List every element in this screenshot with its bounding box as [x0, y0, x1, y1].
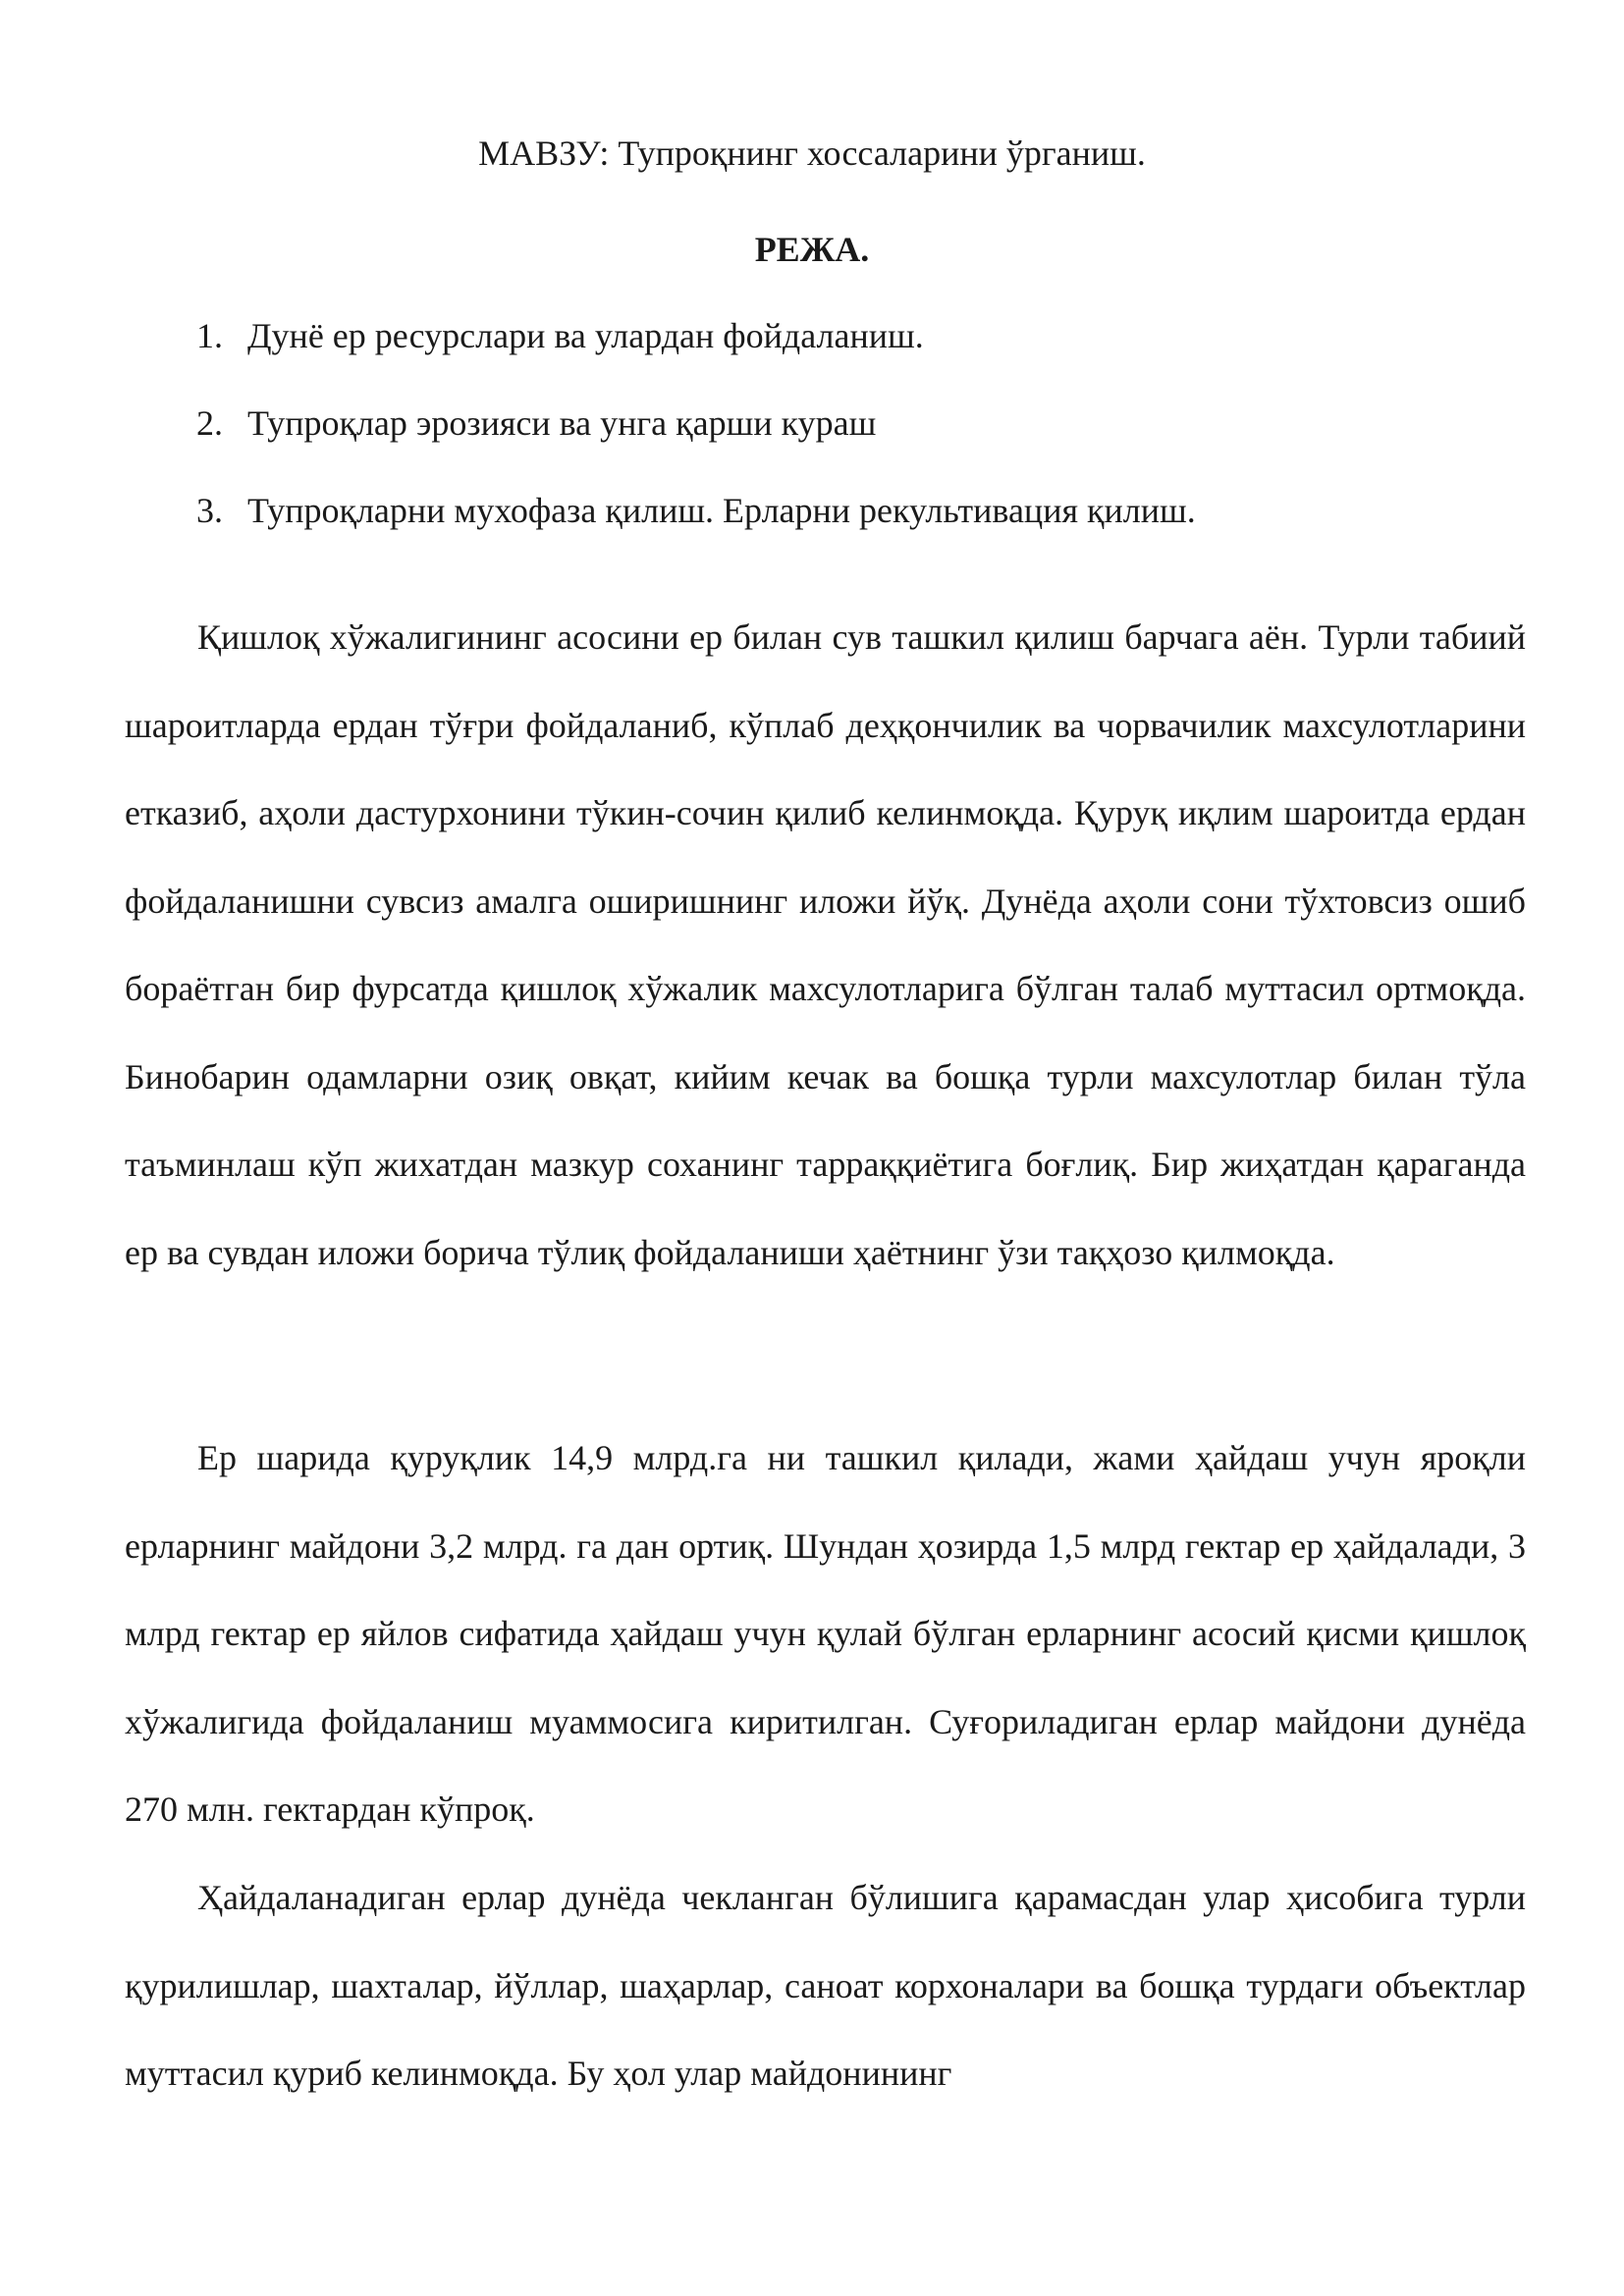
plan-item-number: 1. — [196, 316, 223, 355]
plan-item — [196, 487, 1473, 574]
body-paragraph: Ҳайдаланадиган ерлар дунёда чекланган бўлишига қарамасдан улар ҳисобига турли қурилишлар, шахталар, йўллар, шаҳарлар, саноат корхоналари ва бошқа турдаги объектлар муттасил қуриб келинмоқда. Бу ҳол улар майдонининг — [125, 1878, 1526, 2093]
plan-item-number: 3. — [196, 491, 223, 530]
body-paragraph: Ер шарида қуруқлик 14,9 млрд.га ни ташкил қилади, жами ҳайдаш учун яроқли ерларнинг майдони 3,2 млрд. га дан ортиқ. Шундан ҳозирда 1,5 млрд гектар ер ҳайдалади, 3 млрд гектар ер яйлов сифатида ҳайдаш учун қулай бўлган ерларнинг асосий қисми қишлоқ хўжалигида фойдаланиш муаммосига киритилган. Суғориладиган ерлар майдони дунёда 270 млн. гектардан кўпроқ. — [125, 1438, 1526, 1829]
document-title: МАВЗУ: Тупроқнинг хоссаларини ўрганиш. — [478, 133, 1146, 173]
plan-heading: РЕЖА. — [754, 230, 870, 269]
plan-item-number: 2. — [196, 403, 223, 443]
body-paragraph: Қишлоқ хўжалигининг асосини ер билан сув ташкил қилиш барчага аён. Турли табиий шароитларда ердан тўғри фойдаланиб, кўплаб деҳқончилик ва чорвачилик махсулотларини етказиб, аҳоли дастурхонини тўкин-сочин қилиб келинмоқда. Қуруқ иқлим шароитда ердан фойдаланишни сувсиз амалга оширишнинг иложи йўқ. Дунёда аҳоли сони тўхтовсиз ошиб бораётган бир фурсатда қишлоқ хўжалик махсулотларига бўлган талаб муттасил ортмоқда. Бинобарин одамларни озиқ овқат, кийим кечак ва бошқа турли махсулотлар билан тўла таъминлаш кўп жихатдан мазкур соханинг тарраққиётига боғлиқ. Бир жиҳатдан қараганда ер ва сувдан иложи борича тўлиқ фойдаланиши ҳаётнинг ўзи тақҳозо қилмоқда. — [125, 617, 1526, 1272]
plan-item-text: Тупроқларни мухофаза қилиш. Ерларни рекультивация қилиш. — [247, 491, 1196, 530]
plan-item-text: Дунё ер ресурслари ва улардан фойдаланиш. — [247, 316, 924, 355]
plan-item — [196, 400, 1473, 487]
plan-item-text: Тупроқлар эрозияси ва унга қарши кураш — [247, 403, 877, 443]
plan-list — [196, 312, 1473, 574]
plan-item — [196, 312, 1473, 400]
